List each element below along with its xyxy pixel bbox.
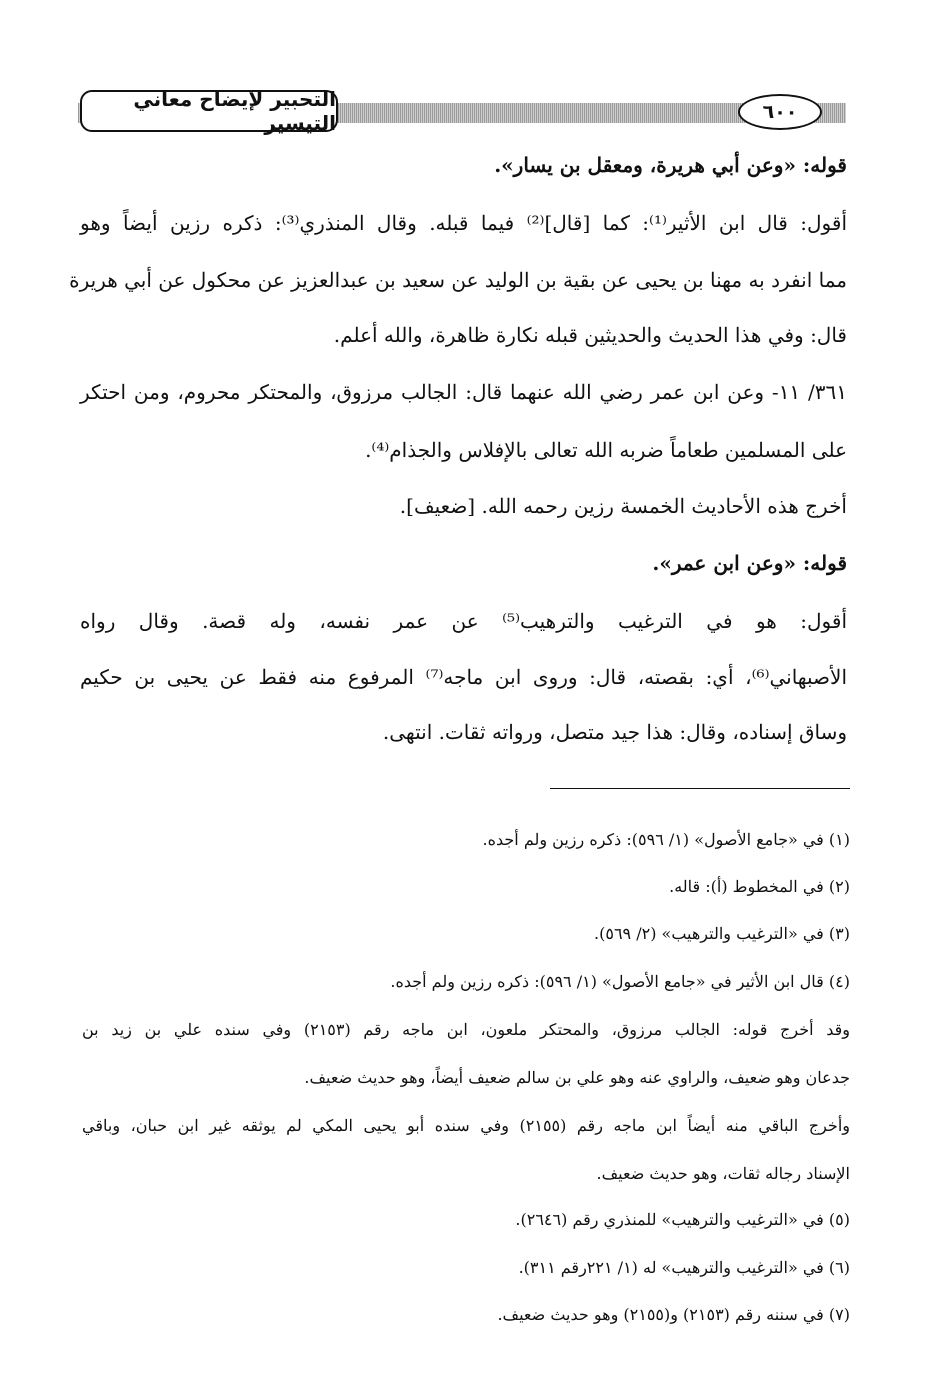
text-line-9: أقول: هو في الترغيب والترهيب⁽⁵⁾ عن عمر نفسه، وله قصة. وقال رواه: [80, 609, 848, 633]
book-title: التحبير لإيضاح معاني التيسير: [80, 90, 338, 132]
text-line-11: وساق إسناده، وقال: هذا جيد متصل، ورواته ثقات. انتهى.: [382, 720, 847, 744]
text-line-5: ٣٦١/ ١١- وعن ابن عمر رضي الله عنهما قال: الجالب مرزوق، والمحتكر محروم، ومن احتكر: [80, 380, 847, 404]
footnote-3: (٣) في «الترغيب والترهيب» (٢/ ٥٦٩).: [594, 924, 850, 943]
footnote-7: (٧) في سننه رقم (٢١٥٣) و(٢١٥٥) وهو حديث ضعيف.: [497, 1305, 850, 1324]
footnote-separator: [550, 788, 850, 789]
running-header: [78, 87, 846, 136]
footnote-4-cont-2: جدعان وهو ضعيف، والراوي عنه وهو علي بن سالم ضعيف أيضاً، وهو حديث ضعيف.: [304, 1068, 850, 1087]
text-line-10: الأصبهاني⁽⁶⁾، أي: بقصته، قال: وروى ابن ماجه⁽⁷⁾ المرفوع منه فقط عن يحيى بن حكيم: [80, 665, 848, 689]
footnote-1: (١) في «جامع الأصول» (١/ ٥٩٦): ذكره رزين ولم أجده.: [482, 830, 850, 849]
footnote-2: (٢) في المخطوط (أ): قاله.: [669, 877, 850, 896]
text-line-8: قوله: «وعن ابن عمر».: [652, 551, 847, 575]
footnote-4: (٤) قال ابن الأثير في «جامع الأصول» (١/ ٥٩٦): ذكره رزين ولم أجده.: [390, 972, 850, 991]
text-line-3: مما انفرد به مهنا بن يحيى عن بقية بن الوليد عن سعيد بن عبدالعزيز عن محكول عن أبي هريرة: [69, 268, 847, 292]
page-number: ٦٠٠: [738, 94, 822, 130]
footnote-4-cont-3: وأخرج الباقي منه أيضاً ابن ماجه رقم (٢١٥٥) وفي سنده أبو يحيى المكي لم يوثقه غير ابن حبان، وباقي: [82, 1116, 850, 1135]
text-line-7: أخرج هذه الأحاديث الخمسة رزين رحمه الله. [ضعيف].: [399, 494, 847, 518]
text-line-4: قال: وفي هذا الحديث والحديثين قبله نكارة ظاهرة، والله أعلم.: [333, 323, 847, 347]
footnote-4-cont-1: وقد أخرج قوله: الجالب مرزوق، والمحتكر ملعون، ابن ماجه رقم (٢١٥٣) وفي سنده علي بن زيد بن: [82, 1020, 850, 1039]
text-line-6: على المسلمين طعاماً ضربه الله تعالى بالإفلاس والجذام⁽⁴⁾.: [365, 438, 847, 462]
text-line-1: قوله: «وعن أبي هريرة، ومعقل بن يسار».: [494, 153, 847, 177]
footnote-5: (٥) في «الترغيب والترهيب» للمنذري رقم (٢٦٤٦).: [515, 1210, 850, 1229]
text-line-2: أقول: قال ابن الأثير⁽¹⁾: كما [قال]⁽²⁾ فيما قبله. وقال المنذري⁽³⁾: ذكره رزين أيضاً وهو: [80, 211, 848, 235]
footnote-6: (٦) في «الترغيب والترهيب» له (١/ ٢٢١رقم ٣١١).: [518, 1258, 850, 1277]
footnote-4-cont-4: الإسناد رجاله ثقات، وهو حديث ضعيف.: [596, 1164, 850, 1183]
